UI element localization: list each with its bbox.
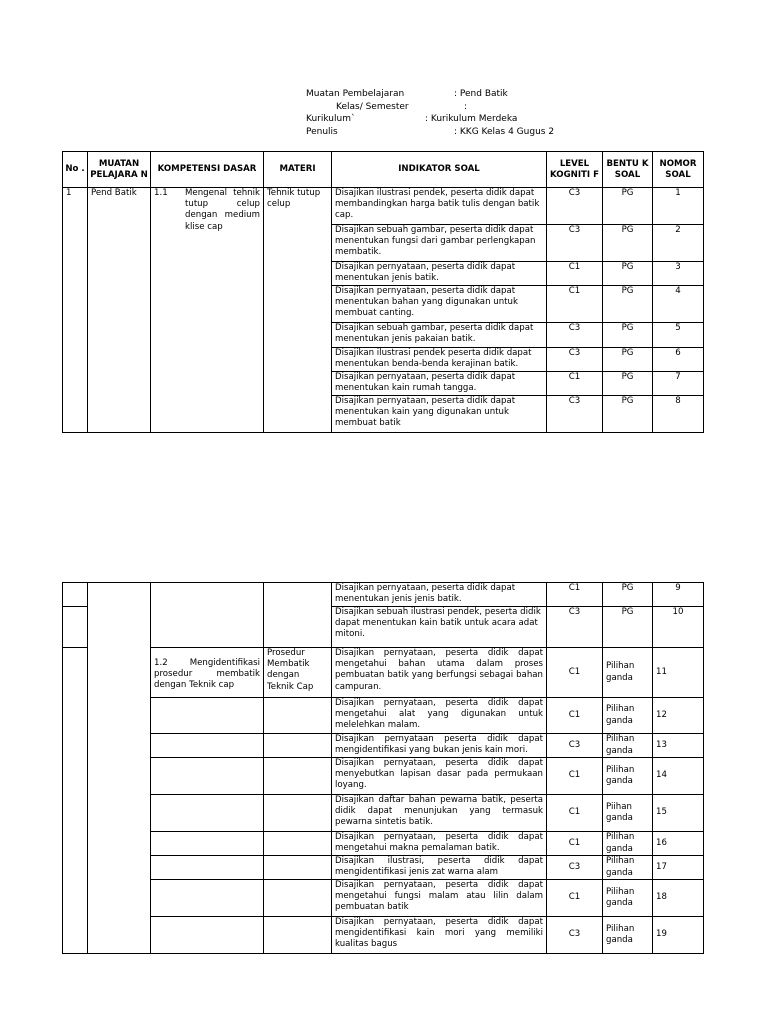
cell-nomor: 8	[653, 396, 704, 433]
cell-no	[63, 583, 88, 607]
cell-indikator: Disajikan pernyataan, peserta didik dapat menentukan kain yang digunakan untuk membuat batik	[332, 396, 547, 433]
cell-level: C1	[547, 583, 603, 607]
cell-kd	[151, 698, 264, 734]
cell-indikator: Disajikan pernyataan, peserta didik dapat menentukan jenis batik.	[332, 262, 547, 286]
cell-indikator: Disajikan pernyataan, peserta didik dapat mengetahui bahan utama dalam proses pembuatan batik yang berfungsi sebagai bahan campuran.	[332, 648, 547, 698]
header-value: : Pend Batik	[454, 89, 508, 99]
cell-materi	[264, 917, 332, 954]
header-label: Kelas/ Semester	[336, 101, 409, 112]
cell-materi	[264, 832, 332, 856]
cell-level: C3	[547, 396, 603, 433]
header-value: : KKG Kelas 4 Gugus 2	[454, 126, 555, 137]
cell-bentuk: PG	[603, 323, 653, 348]
cell-indikator: Disajikan daftar bahan pewarna batik, peserta didik dapat menunjukan yang termasuk pewarna sintetis batik.	[332, 795, 547, 832]
cell-nomor: 6	[653, 348, 704, 372]
cell-nomor: 19	[653, 917, 704, 954]
cell-bentuk: PG	[603, 286, 653, 323]
cell-bentuk: PG	[603, 348, 653, 372]
kd-number: 1.2	[154, 657, 168, 668]
cell-kd	[151, 795, 264, 832]
kd-text: Mengidentifikasi prosedur membatik dengan Teknik cap	[154, 657, 260, 691]
cell-bentuk: PG	[603, 396, 653, 433]
table-row	[63, 832, 704, 856]
kd-number: 1.1	[154, 188, 168, 198]
col-header-level: LEVEL KOGNITI F	[547, 152, 603, 188]
cell-kd	[151, 880, 264, 917]
table-row	[63, 856, 704, 880]
cell-level: C3	[547, 323, 603, 348]
col-header-nomor: NOMOR SOAL	[653, 152, 704, 188]
cell-indikator: Disajikan pernyataan, peserta didik dapat menentukan bahan yang digunakan untuk membuat canting.	[332, 286, 547, 323]
cell-level: C3	[547, 188, 603, 225]
cell-level: C1	[547, 372, 603, 396]
header-value: :	[464, 101, 468, 112]
cell-no: 1	[63, 188, 88, 433]
cell-nomor: 4	[653, 286, 704, 323]
cell-level: C3	[547, 348, 603, 372]
cell-level: C3	[547, 607, 603, 648]
cell-nomor: 16	[653, 832, 704, 856]
cell-kd	[151, 188, 264, 433]
cell-bentuk: Piihan ganda	[603, 795, 653, 832]
cell-nomor: 11	[653, 648, 704, 698]
col-header-materi: MATERI	[264, 152, 332, 188]
cell-nomor: 14	[653, 758, 704, 795]
table-row	[63, 758, 704, 795]
table-row	[63, 880, 704, 917]
header-value: : Kurikulum Merdeka	[425, 114, 518, 124]
cell-indikator: Disajikan pernyataan, peserta didik dapat menyebutkan lapisan dasar pada permukaan loyang.	[332, 758, 547, 795]
cell-indikator: Disajikan pernyataan peserta didik dapat mengidentifikasi yang bukan jenis kain mori.	[332, 734, 547, 758]
cell-level: C1	[547, 832, 603, 856]
table-row	[63, 648, 704, 698]
cell-kd	[151, 734, 264, 758]
kd-text: Mengenal tehnik tutup celup dengan medium klise cap	[185, 188, 260, 232]
cell-level: C1	[547, 262, 603, 286]
cell-indikator: Disajikan ilustrasi pendek peserta didik dapat menentukan benda-benda kerajinan batik.	[332, 348, 547, 372]
col-header-kd: KOMPETENSI DASAR	[151, 152, 264, 188]
cell-bentuk: PG	[603, 262, 653, 286]
cell-indikator: Disajikan sebuah gambar, peserta didik dapat menentukan fungsi dari gambar perlengkapan membatik.	[332, 225, 547, 262]
cell-muatan: Pend Batik	[88, 188, 151, 433]
cell-materi	[264, 698, 332, 734]
cell-level: C1	[547, 758, 603, 795]
cell-bentuk: PG	[603, 372, 653, 396]
cell-bentuk: PG	[603, 188, 653, 225]
cell-indikator: Disajikan pernyataan, peserta didik dapat mengetahui fungsi malam atau lilin dalam pembuatan batik	[332, 880, 547, 917]
header-label: Kurikulum`	[306, 114, 356, 124]
cell-kd	[151, 583, 264, 648]
cell-indikator: Disajikan pernyataan, peserta didik dapat mengetahui alat yang digunakan untuk melelehkan malam.	[332, 698, 547, 734]
cell-level: C3	[547, 225, 603, 262]
table-row	[63, 917, 704, 954]
cell-indikator: Disajikan ilustrasi, peserta didik dapat mengidentifikasi jenis zat warna alam	[332, 856, 547, 880]
cell-nomor: 7	[653, 372, 704, 396]
cell-indikator: Disajikan pernyataan, peserta didik dapat menentukan kain rumah tangga.	[332, 372, 547, 396]
cell-bentuk: Pilihan ganda	[603, 917, 653, 954]
cell-muatan	[88, 583, 151, 954]
cell-nomor: 13	[653, 734, 704, 758]
cell-nomor: 18	[653, 880, 704, 917]
cell-nomor: 12	[653, 698, 704, 734]
header-label: Penulis	[306, 126, 338, 137]
cell-level: C1	[547, 795, 603, 832]
cell-level: C3	[547, 917, 603, 954]
cell-bentuk: Pilihan ganda	[603, 648, 653, 698]
cell-bentuk: PG	[603, 583, 653, 607]
cell-indikator: Disajikan sebuah gambar, peserta didik dapat menentukan jenis pakaian batik.	[332, 323, 547, 348]
cell-materi	[264, 856, 332, 880]
cell-indikator: Disajikan pernyataan, peserta didik dapat mengidentifikasi kain mori yang memiliki kualitas bagus	[332, 917, 547, 954]
cell-nomor: 15	[653, 795, 704, 832]
cell-bentuk: Pilihan ganda	[603, 698, 653, 734]
cell-materi	[264, 734, 332, 758]
cell-indikator: Disajikan pernyataan, peserta didik dapat mengetahui makna pemalaman batik.	[332, 832, 547, 856]
cell-nomor: 10	[653, 607, 704, 648]
col-header-no: No .	[63, 152, 88, 188]
col-header-bentuk: BENTU K SOAL	[603, 152, 653, 188]
header-label: Muatan Pembelajaran	[306, 89, 405, 99]
cell-no	[63, 648, 88, 954]
cell-bentuk: PG	[603, 225, 653, 262]
cell-bentuk: PG	[603, 607, 653, 648]
cell-kd	[151, 648, 264, 698]
cell-bentuk: Pilihan ganda	[603, 734, 653, 758]
table-header-row	[63, 152, 704, 188]
col-header-indikator: INDIKATOR SOAL	[332, 152, 547, 188]
cell-indikator: Disajikan sebuah ilustrasi pendek, peserta didik dapat menentukan kain batik untuk acara adat mitoni.	[332, 607, 547, 648]
cell-materi	[264, 880, 332, 917]
cell-nomor: 1	[653, 188, 704, 225]
cell-level: C1	[547, 286, 603, 323]
cell-materi	[264, 795, 332, 832]
cell-kd	[151, 917, 264, 954]
cell-materi	[264, 583, 332, 648]
cell-kd	[151, 758, 264, 795]
cell-level: C3	[547, 734, 603, 758]
cell-bentuk: Pilihan ganda	[603, 832, 653, 856]
cell-level: C3	[547, 856, 603, 880]
cell-bentuk: Pilihan ganda	[603, 880, 653, 917]
col-header-muatan: MUATAN PELAJARA N	[88, 152, 151, 188]
table-row	[63, 583, 704, 607]
cell-indikator: Disajikan ilustrasi pendek, peserta didik dapat membandingkan harga batik tulis dengan batik cap.	[332, 188, 547, 225]
cell-nomor: 5	[653, 323, 704, 348]
cell-no	[63, 607, 88, 648]
cell-bentuk: Pilihan ganda	[603, 856, 653, 880]
kisi-kisi-table-page2	[62, 582, 704, 954]
table-row	[63, 188, 704, 225]
cell-nomor: 2	[653, 225, 704, 262]
table-row	[63, 734, 704, 758]
cell-indikator: Disajikan pernyataan, peserta didik dapat menentukan jenis jenis batik.	[332, 583, 547, 607]
table-row	[63, 795, 704, 832]
cell-level: C1	[547, 880, 603, 917]
cell-bentuk: Pilihan ganda	[603, 758, 653, 795]
cell-nomor: 3	[653, 262, 704, 286]
cell-level: C1	[547, 698, 603, 734]
cell-kd	[151, 832, 264, 856]
cell-kd	[151, 856, 264, 880]
cell-materi: Tehnik tutup celup	[264, 188, 332, 433]
cell-nomor: 9	[653, 583, 704, 607]
cell-materi: Prosedur Membatik dengan Teknik Cap	[264, 648, 332, 698]
kisi-kisi-table-page1	[62, 151, 704, 433]
cell-materi	[264, 758, 332, 795]
cell-nomor: 17	[653, 856, 704, 880]
cell-level: C1	[547, 648, 603, 698]
table-row	[63, 698, 704, 734]
